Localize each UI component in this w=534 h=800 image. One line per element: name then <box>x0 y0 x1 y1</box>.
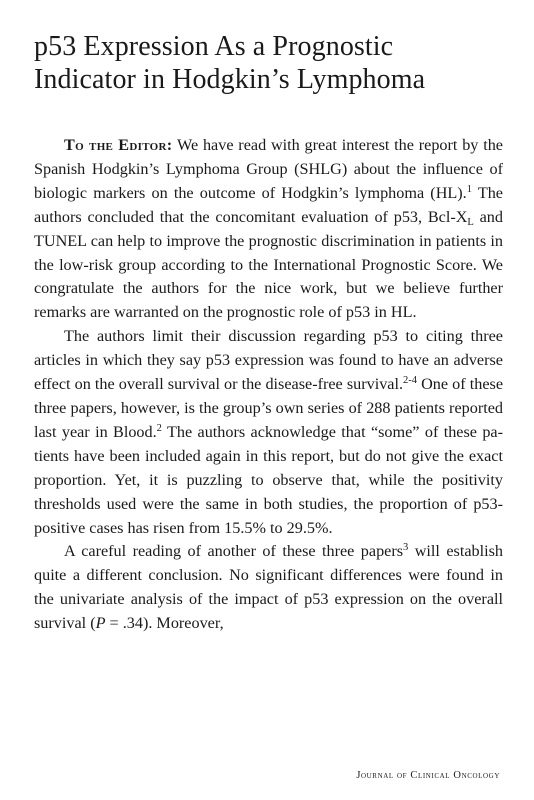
subscript-l: L <box>467 216 474 228</box>
article-body <box>34 134 503 636</box>
paragraph-1-text-a: We have read with great interest the report by the Spanish Hodgkin’s Lymphoma Group (SHLG) about the influence of biologic markers on the outcome of Hodgkin’s lymphoma (HL). <box>34 136 503 202</box>
title-line-1: p53 Expression As a Prognostic <box>34 31 394 62</box>
paragraph-3-text-b: will establish quite a different conclusion. No significant differences were found in the univariate analysis of the impact of p53 expression on the overall survival ( <box>34 542 503 633</box>
reference-superscript: 2-4 <box>403 375 418 387</box>
article-title <box>34 30 504 96</box>
reference-superscript: 3 <box>403 542 409 554</box>
paragraph-1 <box>34 134 503 325</box>
paragraph-1-text-c: and TUNEL can help to improve the prognostic discrimination in patients in the low-risk group according to the International Prognostic Score. We congratulate the authors for the nice work, but we believe further remarks are warranted on the prognostic role of p53 in HL. <box>34 207 503 322</box>
paragraph-2-text-c: The authors acknowledge that “some” of these patients have been included again in this report, but do not give the exact proportion. Yet, it is puzzling to observe that, while the positivity thresholds used were the same in both studies, the proportion of p53-positive cases has risen from 15.5% to 29.5%. <box>34 422 503 537</box>
title-line-2: Indicator in Hodgkin’s Lymphoma <box>34 64 426 95</box>
paragraph-3 <box>34 540 503 636</box>
journal-footer: Journal of Clinical Oncology <box>356 770 500 781</box>
p-value-symbol: P <box>95 614 106 633</box>
paragraph-3-text-a: A careful reading of another of these three papers <box>64 542 404 561</box>
paragraph-2-text-a: The authors limit their discussion regarding p53 to citing three articles in which they say p53 expression was found to have an adverse effect on the overall survival or the disease-free survival. <box>34 327 503 394</box>
reference-superscript: 2 <box>156 422 162 434</box>
paragraph-1-text-b: The authors concluded that the concomitant evaluation of p53, Bcl-X <box>34 183 503 226</box>
paragraph-2-text-b: One of these three papers, however, is the group’s own series of 288 patients reported last year in Blood. <box>34 375 504 441</box>
paragraph-2 <box>34 325 503 540</box>
salutation: To the Editor: <box>64 136 173 154</box>
paragraph-3-text-c: = .34). Moreover, <box>105 614 224 633</box>
reference-superscript: 1 <box>466 183 472 195</box>
